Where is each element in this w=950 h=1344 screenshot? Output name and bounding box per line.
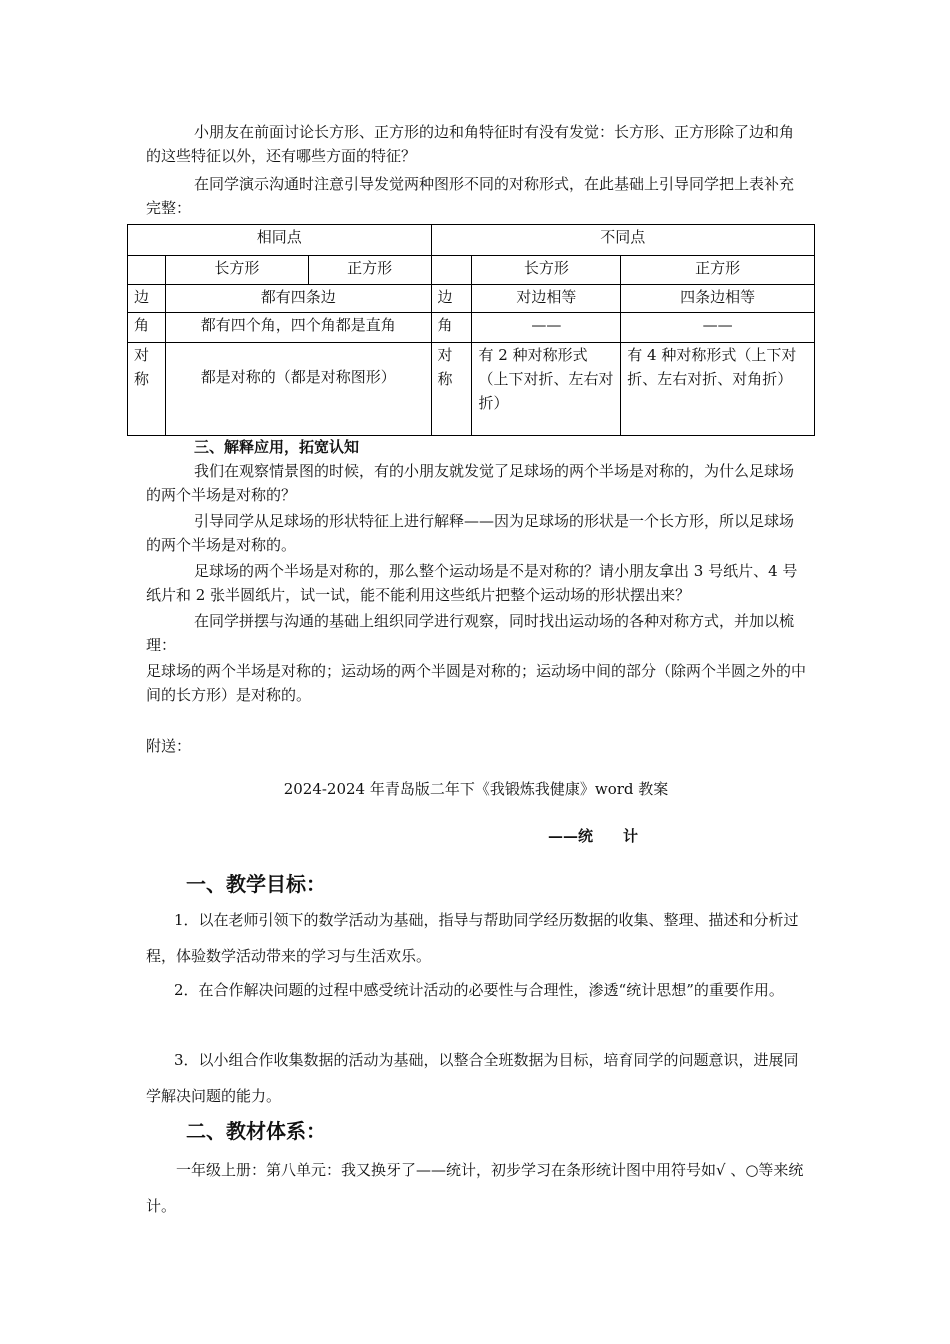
- table-cell: [128, 256, 166, 285]
- system-title: 二、教材体系：: [186, 1119, 326, 1143]
- row-side-label-diff: 边: [431, 285, 472, 313]
- table-row: [128, 225, 815, 256]
- diff-rect-header: 长方形: [472, 256, 621, 285]
- diff-square-header: 正方形: [621, 256, 815, 285]
- row-sym-label-diff: 对 称: [431, 343, 472, 436]
- row-angle-label-diff: 角: [431, 313, 472, 343]
- system-paragraph-1: 一年级上册：第八单元：我又换牙了——统计，初步学习在条形统计图中用符号如√ 、○等来统计。: [146, 1161, 804, 1215]
- row-side-same: 都有四条边: [165, 285, 431, 313]
- appendix-label: 附送：: [146, 737, 192, 755]
- row-side-square: 四条边相等: [621, 285, 815, 313]
- row-angle-square: ——: [621, 313, 815, 343]
- document-title: 2024-2024 年青岛版二年下《我锻炼我健康》word 教案: [283, 780, 669, 798]
- goal-1: 1．以在老师引领下的数学活动为基础，指导与帮助同学经历数据的收集、整理、描述和分析过程，体验数学活动带来的学习与生活欢乐。: [146, 911, 799, 965]
- table-row: [128, 313, 815, 343]
- section3-paragraph-5: 足球场的两个半场是对称的；运动场的两个半圆是对称的；运动场中间的部分（除两个半圆之外的中间的长方形）是对称的。: [146, 662, 807, 704]
- comparison-table: [127, 224, 815, 436]
- same-header: 相同点: [128, 225, 432, 256]
- row-angle-same: 都有四个角，四个角都是直角: [165, 313, 431, 343]
- table-row: [128, 285, 815, 313]
- row-sym-rect: 有 2 种对称形式（上下对折、左右对折）: [472, 343, 621, 436]
- goal-3: 3．以小组合作收集数据的活动为基础，以整合全班数据为目标，培育同学的问题意识，进展同学解决问题的能力。: [146, 1051, 799, 1105]
- document-subtitle: ——统 计: [548, 827, 639, 845]
- row-side-label: 边: [128, 285, 166, 313]
- table-cell: [431, 256, 472, 285]
- row-side-rect: 对边相等: [472, 285, 621, 313]
- row-sym-label: 对 称: [128, 343, 166, 436]
- intro-paragraph-1: 小朋友在前面讨论长方形、正方形的边和角特征时有没有发觉：长方形、正方形除了边和角的这些特征以外，还有哪些方面的特征？: [146, 123, 795, 165]
- section3-paragraph-1: 我们在观察情景图的时候，有的小朋友就发觉了足球场的两个半场是对称的，为什么足球场的两个半场是对称的？: [146, 462, 795, 504]
- same-square-header: 正方形: [308, 256, 431, 285]
- table-row: [128, 256, 815, 285]
- intro-paragraph-2: 在同学演示沟通时注意引导发觉两种图形不同的对称形式，在此基础上引导同学把上表补充完整：: [146, 175, 795, 217]
- row-sym-same: 都是对称的（都是对称图形）: [165, 343, 431, 436]
- row-angle-rect: ——: [472, 313, 621, 343]
- section3-paragraph-3: 足球场的两个半场是对称的，那么整个运动场是不是对称的？请小朋友拿出 3 号纸片、4 号纸片和 2 张半圆纸片，试一试，能不能利用这些纸片把整个运动场的形状摆出来？: [146, 562, 798, 604]
- goals-title: 一、教学目标：: [186, 872, 326, 896]
- same-rect-header: 长方形: [165, 256, 308, 285]
- section3-paragraph-2: 引导同学从足球场的形状特征上进行解释——因为足球场的形状是一个长方形，所以足球场的两个半场是对称的。: [146, 512, 795, 554]
- row-angle-label: 角: [128, 313, 166, 343]
- row-sym-square: 有 4 种对称形式（上下对折、左右对折、对角折）: [621, 343, 815, 436]
- section3-title: 三、解释应用，拓宽认知: [194, 438, 360, 456]
- table-row: [128, 343, 815, 436]
- diff-header: 不同点: [431, 225, 814, 256]
- section3-paragraph-4: 在同学拼摆与沟通的基础上组织同学进行观察，同时找出运动场的各种对称方式，并加以梳理：: [146, 612, 795, 654]
- goal-2: 2．在合作解决问题的过程中感受统计活动的必要性与合理性，渗透“统计思想”的重要作用。: [174, 981, 784, 999]
